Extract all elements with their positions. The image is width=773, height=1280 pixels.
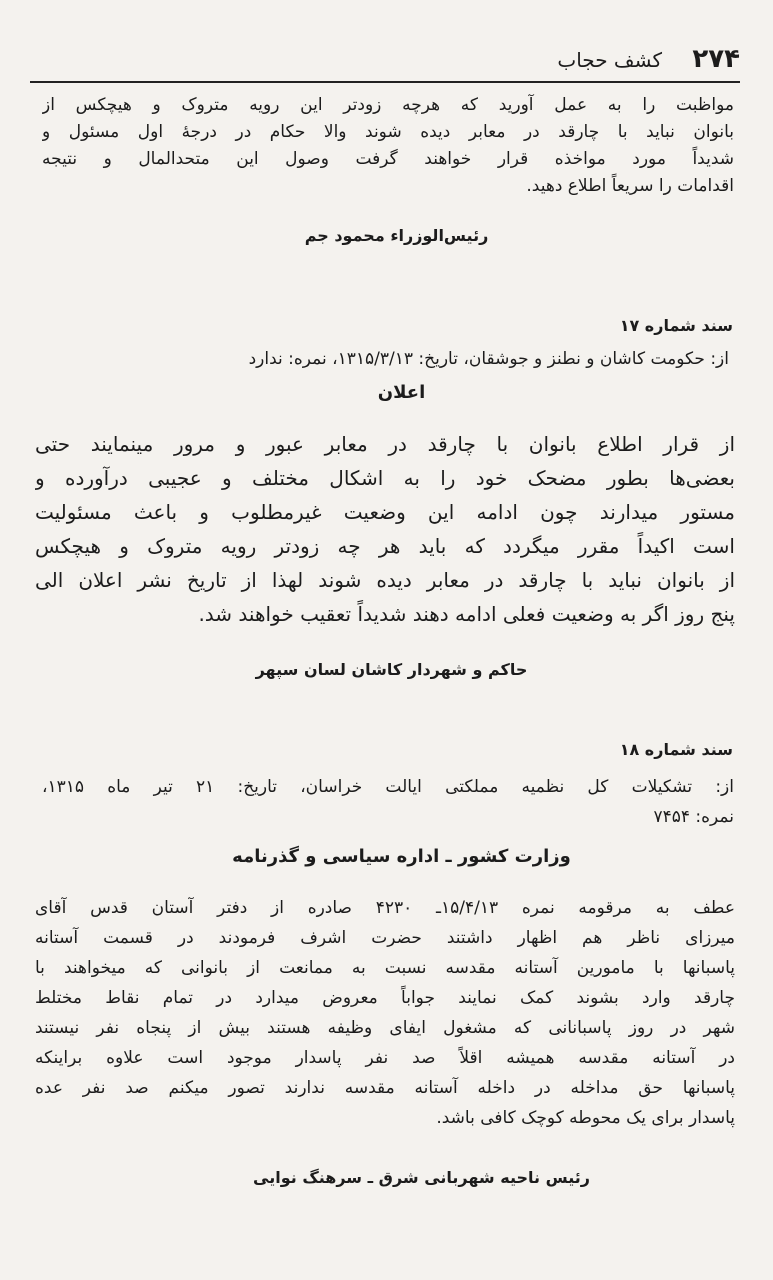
doc18-line: شهر در روز پاسبانانی که مشغول ایفای وظیفه هستند بیش از پنجاه نفر نیستند xyxy=(35,1018,735,1038)
doc18-from-line: نمره: ۷۴۵۴ xyxy=(653,807,734,827)
doc18-from-line: از: تشکیلات کل نظمیه مملکتی ایالت خراسان، تاریخ: ۲۱ تیر ماه ۱۳۱۵، xyxy=(42,777,734,797)
section1-line: بانوان نباید با چارقد در معابر دیده شوند والا حکام در درجهٔ اول مسئول و xyxy=(42,122,734,142)
doc18-title: وزارت کشور ـ اداره سیاسی و گذرنامه xyxy=(232,846,571,867)
doc17-line: است اکیداً مقرر میگردد که باید هر چه زودتر رویه متروک و هیچکس xyxy=(35,534,735,558)
doc18-line: چارقد وارد بشوند کمک نمایند جواباً معروض میدارد در تمام نقاط مختلط xyxy=(35,988,735,1008)
doc18-signature: رئیس ناحیه شهربانی شرق ـ سرهنگ نوایی xyxy=(253,1168,590,1187)
doc18-line: در آستانه مقدسه همیشه اقلاً صد نفر پاسدار موجود است علاوه براینکه xyxy=(35,1048,735,1068)
doc18-line: پاسبانها با مامورین آستانه مقدسه نسبت به ممانعت از بانوانی که میخواهند با xyxy=(35,958,735,978)
section1-line: مواظبت را به عمل آورید که هرچه زودتر این رویه متروک و هیچکس از xyxy=(42,95,734,115)
doc17-from: از: حکومت کاشان و نطنز و جوشقان، تاریخ: ۱۳۱۵/۳/۱۳، نمره: ندارد xyxy=(248,349,729,369)
page-header xyxy=(30,38,740,82)
doc18-heading: سند شماره ۱۸ xyxy=(619,740,733,759)
doc18-body xyxy=(35,893,735,1133)
page-number: ۲۷۴ xyxy=(692,44,740,74)
doc17-title: اعلان xyxy=(377,382,426,403)
doc18-line: میرزای ناظر هم اظهار داشتند حضرت اشرف فرمودند در قسمت آستانه xyxy=(35,928,735,948)
doc17-line: پنج روز اگر به وضعیت فعلی ادامه دهند شدیداً تعقیب خواهند شد. xyxy=(198,602,735,626)
doc18-line: عطف به مرقومه نمره ۱۵/۴/۱۳ـ ۴۲۳۰ صادره از دفتر آستان قدس آقای xyxy=(35,898,735,918)
doc18-from xyxy=(42,772,734,832)
doc18-line: پاسبانها حق مداخله در داخله آستانه مقدسه ندارند تصور میکنم صد نفر عده xyxy=(35,1078,735,1098)
book-title: کشف حجاب xyxy=(557,48,662,72)
section1-body xyxy=(42,92,734,200)
doc17-heading: سند شماره ۱۷ xyxy=(619,316,733,335)
doc17-body xyxy=(35,427,735,631)
doc17-line: از بانوان نباید با چارقد در معابر دیده شوند لهذا از تاریخ نشر اعلان الی xyxy=(35,568,735,592)
section1-line: شدیداً مورد مواخذه قرار خواهند گرفت وصول این متحدالمال و نتیجه xyxy=(42,149,734,169)
section1-signature: رئیس‌الوزراء محمود جم xyxy=(304,226,489,245)
doc17-line: مستور میدارند چون ادامه این وضعیت غیرمطلوب و باعث مسئولیت xyxy=(35,500,735,524)
doc17-line: بعضی‌ها بطور مضحک خود را به اشکال مختلف و عجیبی درآورده و xyxy=(35,466,735,490)
header-rule xyxy=(30,81,740,83)
doc17-line: از قرار اطلاع بانوان با چارقد در معابر عبور و مرور مینمایند حتی xyxy=(35,432,735,456)
doc18-line: پاسدار برای یک محوطه کوچک کافی باشد. xyxy=(436,1108,735,1128)
section1-line: اقدامات را سریعاً اطلاع دهید. xyxy=(526,176,734,196)
doc17-signature: حاکم و شهردار کاشان لسان سپهر xyxy=(255,660,528,679)
